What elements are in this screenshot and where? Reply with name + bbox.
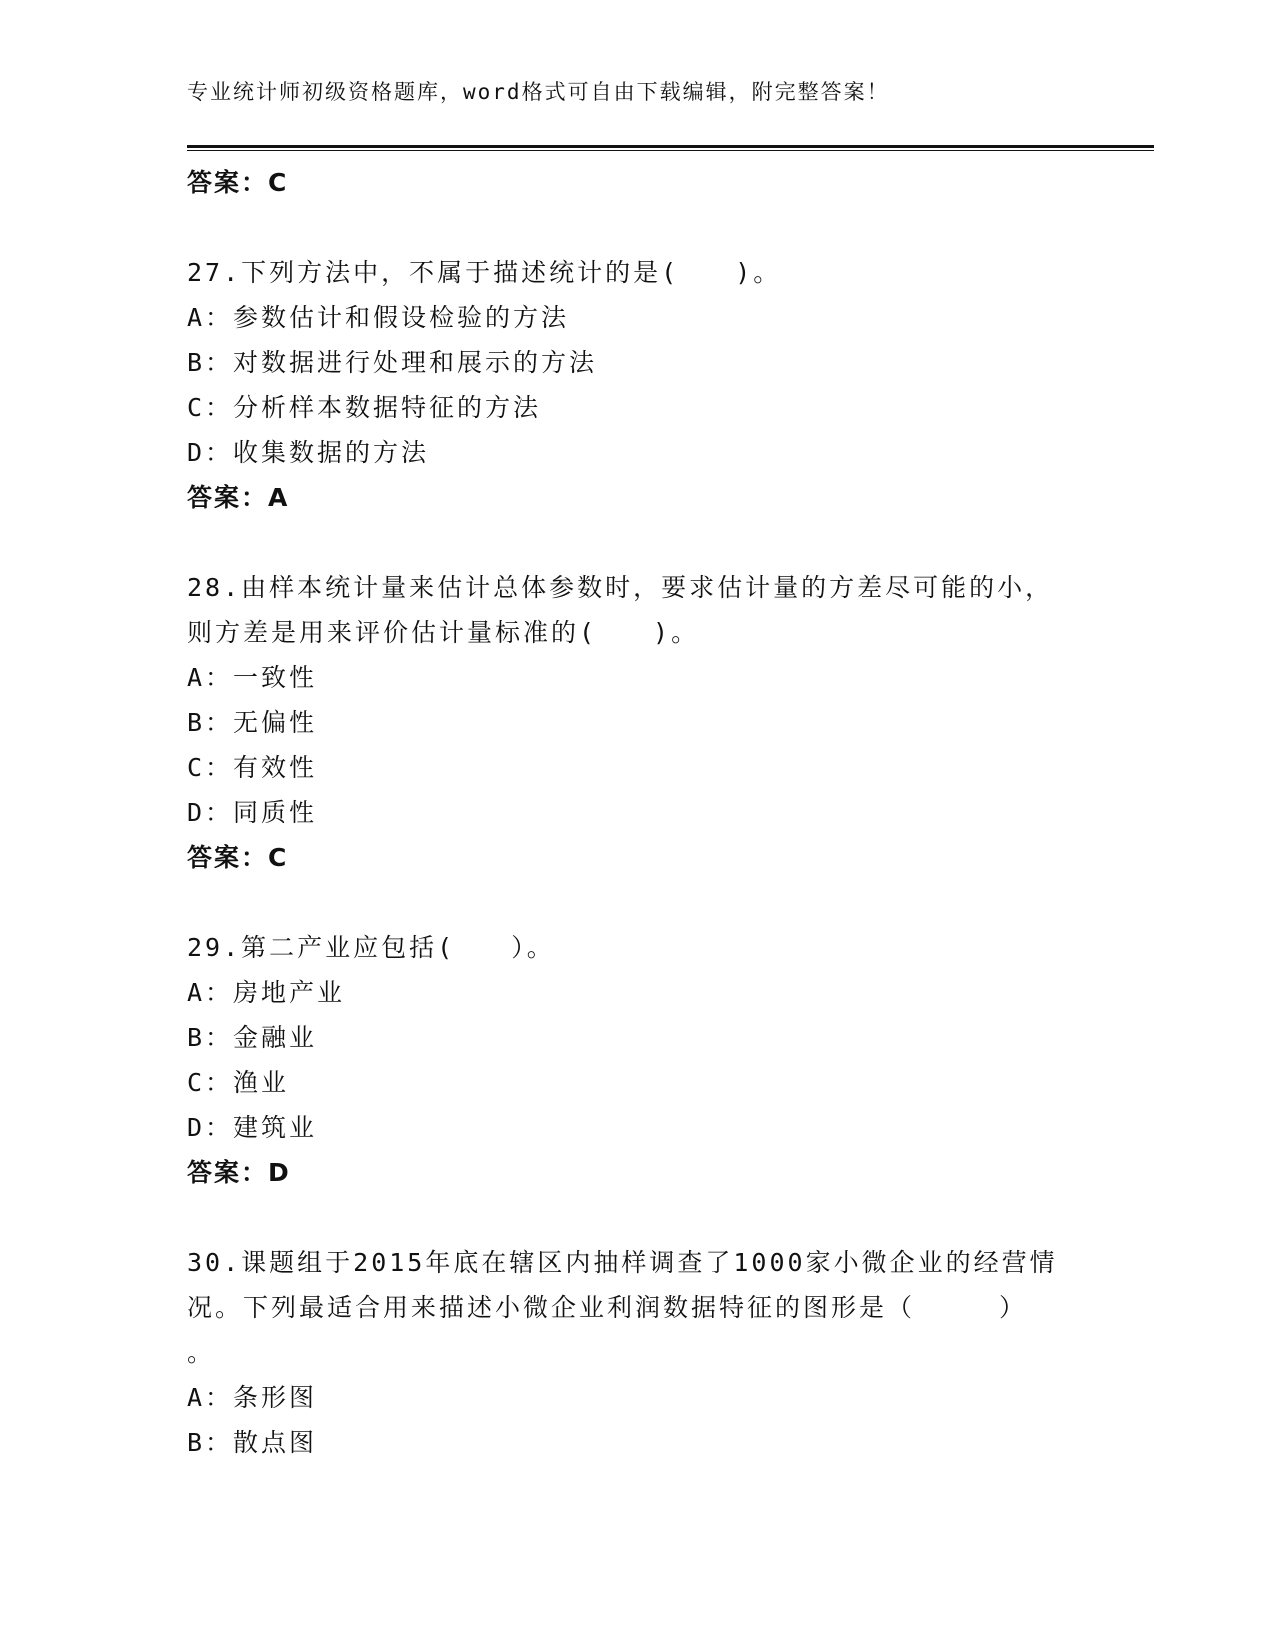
option-a: A：一致性 <box>187 663 318 692</box>
option-b: B：金融业 <box>187 1023 318 1052</box>
header-rule-thick <box>187 145 1154 148</box>
option-d: D：建筑业 <box>187 1113 318 1142</box>
page-header: 专业统计师初级资格题库，word格式可自由下载编辑，附完整答案！ <box>187 80 890 104</box>
question-stem: 30.课题组于2015年底在辖区内抽样调查了1000家小微企业的经营情 <box>187 1248 1058 1277</box>
question-stem: 27.下列方法中，不属于描述统计的是( )。 <box>187 258 782 287</box>
question-stem: 29.第二产业应包括( ）。 <box>187 933 555 962</box>
spacer <box>187 1195 1154 1240</box>
option-c: C：渔业 <box>187 1068 290 1097</box>
option-b: B：对数据进行处理和展示的方法 <box>187 348 598 377</box>
answer-label: 答案：D <box>187 1158 291 1187</box>
header-rule-thin <box>187 150 1154 151</box>
option-b: B：无偏性 <box>187 708 318 737</box>
spacer <box>187 880 1154 925</box>
option-b: B：散点图 <box>187 1428 318 1457</box>
answer-label: 答案：C <box>187 168 289 197</box>
spacer <box>187 205 1154 250</box>
spacer <box>187 520 1154 565</box>
option-c: C：分析样本数据特征的方法 <box>187 393 542 422</box>
question-block <box>187 1240 1154 1465</box>
question-list <box>187 160 1154 1465</box>
answer-label: 答案：A <box>187 483 290 512</box>
option-d: D：同质性 <box>187 798 318 827</box>
question-stem-cont: 况。下列最适合用来描述小微企业利润数据特征的图形是（ ） <box>187 1293 1028 1322</box>
option-a: A：参数估计和假设检验的方法 <box>187 303 570 332</box>
option-d: D：收集数据的方法 <box>187 438 430 467</box>
question-stem-cont: 则方差是用来评价估计量标准的( )。 <box>187 618 700 647</box>
option-a: A：房地产业 <box>187 978 346 1007</box>
question-stem-cont: 。 <box>187 1338 216 1367</box>
question-block <box>187 565 1154 880</box>
option-c: C：有效性 <box>187 753 318 782</box>
question-block <box>187 925 1154 1195</box>
option-a: A：条形图 <box>187 1383 318 1412</box>
question-stem: 28.由样本统计量来估计总体参数时，要求估计量的方差尽可能的小， <box>187 573 1054 602</box>
answer-label: 答案：C <box>187 843 289 872</box>
question-block <box>187 250 1154 520</box>
